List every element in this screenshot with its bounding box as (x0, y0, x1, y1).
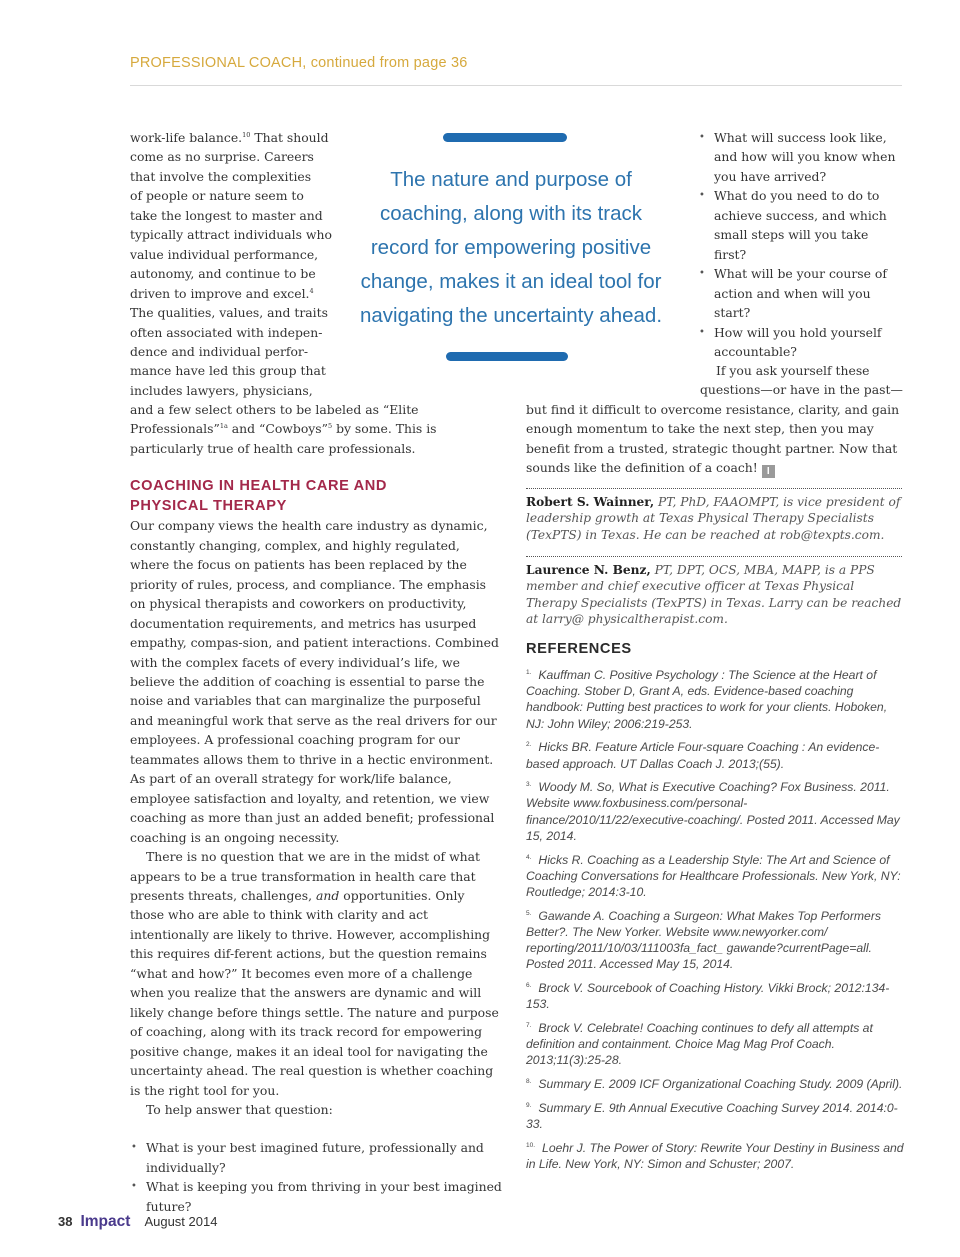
reference-text: Hicks R. Coaching as a Leadership Style: The Art and Science of Coaching Conversations for Healthcare Professionals. New York, NY: Routledge; 2014:3-10. (526, 852, 901, 899)
author-name: Laurence N. Benz, (526, 563, 651, 577)
list-item: • What will be your course of action and when will you start? (698, 264, 904, 322)
reference-item (526, 1140, 904, 1172)
list-item: • What is your best imagined future, professionally and individually? (130, 1138, 502, 1177)
reference-item (526, 667, 904, 732)
col1-main (130, 400, 502, 1216)
intro-continued: and a few select others to be labeled as “Elite Professionals”$^{1a}$ and “Cowboys”$^5$ by some. This is particularly true of health care professionals. (130, 402, 437, 456)
page-footer (58, 1213, 217, 1231)
text-line: take the longest to master and (130, 207, 323, 223)
reference-number: 5. (526, 909, 532, 917)
author-description: PT, DPT, OCS, MBA, MAPP, is a PPS member and chief executive officer at Texas Physical Therapy Specialists (TexPTS) in Texas. Larry can be reached at larry@ physicaltherapist.com. (526, 563, 902, 626)
author-bio-1 (526, 494, 902, 543)
section-heading: COACHING IN HEALTH CARE AND PHYSICAL THERAPY (130, 478, 387, 515)
col3-bullets-block (698, 128, 904, 361)
author-description: PT, PhD, FAAOMPT, is vice president of leadership growth at Texas Physical Therapy Specialists (TexPTS) in Texas. He can be reached at rob@texpts.com. (526, 495, 901, 542)
list-item: • What will success look like, and how will you know when you have arrived? (698, 128, 904, 186)
reference-number: 6. (526, 981, 532, 989)
reference-text: Summary E. 2009 ICF Organizational Coaching Study. 2009 (April). (538, 1076, 903, 1091)
end-mark-icon: I (762, 465, 775, 478)
header-rule (130, 85, 902, 86)
col3-bullet-list (698, 128, 904, 361)
reference-item (526, 779, 904, 844)
text-line: typically attract individuals who (130, 227, 332, 243)
reference-text: Loehr J. The Power of Story: Rewrite Your Destiny in Business and in Life. New York, NY: Simon and Schuster; 2007. (526, 1140, 904, 1171)
col1-intro (130, 128, 342, 400)
reference-text: Gawande A. Coaching a Surgeon: What Makes Top Performers Better?. The New Yorker. Website www.newyorker.com/ reporting/2011/10/03/111003fa_fact_ gawande?currentPage=all. Posted 2011. Accessed May 15, 2014. (526, 908, 881, 972)
pull-quote-bottom-stroke (446, 352, 568, 361)
footnote-ref: 10 (242, 131, 251, 139)
reference-item (526, 1076, 904, 1092)
reference-item (526, 980, 904, 1012)
bio-divider-2 (526, 556, 902, 557)
text-line: of people or nature seem to (130, 188, 304, 204)
reference-number: 1. (526, 669, 532, 676)
paragraph-1: Our company views the health care industry as dynamic, constantly changing, complex, and highly regulated, where the focus on patients has been replaced by the priority of rules, process, and compliance. The emphasis on physical therapists and coworkers on productivity, documentation requirements, and metrics has usurped empathy, compas-sion, and patient interactions. Combined with the complex facets of every individual’s life, we believe the addition of coaching is essential to parse the noise and variables that can marginalize the purposeful and meaningful work that serve as the real drivers for our employees. A professional coaching program for our teammates allows them to thrive in a hectic environment. As part of an overall strategy for work/life balance, employee satisfaction and loyalty, and retention, we view coaching as more than just an added benefit; professional coaching is an ongoing necessity. (130, 518, 499, 845)
pull-quote: The nature and purpose of coaching, along with its track record for empowering positive change, makes it an ideal tool for navigating the uncertainty ahead. (359, 168, 663, 327)
list-item: • What is keeping you from thriving in your best imagined future? (130, 1177, 502, 1216)
footnote-ref: 5 (327, 422, 333, 431)
list-item: • How will you hold yourself accountable? (698, 323, 904, 362)
col3-para-start (700, 361, 904, 400)
text-line: driven to improve and excel.$^4$ (130, 285, 314, 301)
text-line: The qualities, values, and traits (130, 305, 328, 321)
page-number: 38 (58, 1214, 73, 1229)
author-bio-2 (526, 562, 902, 627)
references-heading: REFERENCES (526, 641, 632, 657)
list-item: • What do you need to do to achieve success, and which small steps will you take first? (698, 186, 904, 264)
reference-item (526, 739, 904, 771)
reference-number: 8. (526, 1077, 532, 1085)
text-line: come as no surprise. Careers (130, 149, 314, 165)
text-line: dence and individual perfor- (130, 343, 309, 359)
reference-item (526, 1100, 904, 1132)
text-line: autonomy, and continue to be (130, 266, 316, 282)
col3-para-continued (526, 400, 904, 478)
closing-paragraph: but find it difficult to overcome resistance, clarity, and gain enough momentum to take the next step, then you may benefit from a trusted, strategic thought partner. Now that sounds like the definition of a coach! (526, 402, 900, 476)
issue-date: August 2014 (144, 1214, 218, 1229)
text-line: work-life balance.$^{10}$ That should (130, 130, 329, 145)
para-start-line-1: If you ask yourself these (716, 363, 870, 378)
reference-number: 9. (526, 1101, 532, 1109)
reference-number: 7. (526, 1021, 532, 1029)
reference-text: Brock V. Sourcebook of Coaching History. Vikki Brock; 2012:134-153. (526, 980, 890, 1012)
text-line: includes lawyers, physicians, (130, 382, 313, 398)
text-line: often associated with indepen- (130, 324, 323, 340)
reference-text: Woody M. So, What is Executive Coaching? Fox Business. 2011. Website www.foxbusiness.com/personal-finance/2010/11/22/executive-coaching/. Posted 2011. Accessed May 15, 2014. (526, 780, 900, 843)
pull-quote-top-stroke (443, 133, 567, 142)
para-start-line-2: questions—or have in the past— (700, 382, 903, 398)
reference-text: Hicks BR. Feature Article Four-square Coaching : An evidence-based approach. UT Dallas Coach J. 2013;(55). (526, 740, 880, 771)
reference-item (526, 908, 904, 973)
reference-text: Brock V. Celebrate! Coaching continues to defy all attempts at definition and containment. Choice Mag Mag Prof Coach. 2013;11(3):25-28. (526, 1020, 873, 1068)
paragraph-3: To help answer that question: (146, 1101, 333, 1117)
reference-number: 4. (526, 853, 532, 861)
col1-bullet-list (130, 1138, 502, 1216)
text-line: that involve the complexities (130, 168, 312, 184)
magazine-logo: Impact (80, 1213, 131, 1230)
reference-number: 3. (526, 781, 532, 789)
reference-text: Summary E. 9th Annual Executive Coaching Survey 2014. 2014:0-33. (526, 1100, 898, 1131)
footnote-ref: 1a (219, 422, 228, 431)
author-name: Robert S. Wainner, (526, 495, 655, 509)
reference-item (526, 1020, 904, 1069)
reference-number: 2. (526, 741, 532, 749)
text-line: mance have led this group that (130, 363, 326, 379)
reference-text: Kauffman C. Positive Psychology : The Science at the Heart of Coaching. Stober D, Grant A, eds. Evidence-based coaching handbook: Putting best practices to work for your clients. Hoboken, NJ: John Wiley; 2006:219-253. (526, 668, 888, 731)
references-list (526, 667, 904, 1179)
footnote-ref: 4 (309, 286, 314, 295)
text-line: value individual performance, (130, 246, 319, 262)
reference-number: 10. (526, 1141, 536, 1149)
reference-item (526, 852, 904, 901)
bio-divider-1 (526, 488, 902, 489)
paragraph-2: There is no question that we are in the midst of what appears to be a true transformation in health care that presents threats, challenges, and opportunities. Only those who are able to think with clarity and act intentionally are likely to thrive. However, accomplishing this requires dif-ferent actions, but the question remains “what and how?” It becomes even more of a challenge when you realize that the answers are dynamic and will likely change before things settle. The nature and purpose of coaching, along with its track record for empowering positive change, makes it an ideal tool for navigating the uncertainty ahead. The real question is whether coaching is the right tool for you. (130, 849, 499, 1098)
running-head: PROFESSIONAL COACH, continued from page 36 (130, 55, 468, 71)
